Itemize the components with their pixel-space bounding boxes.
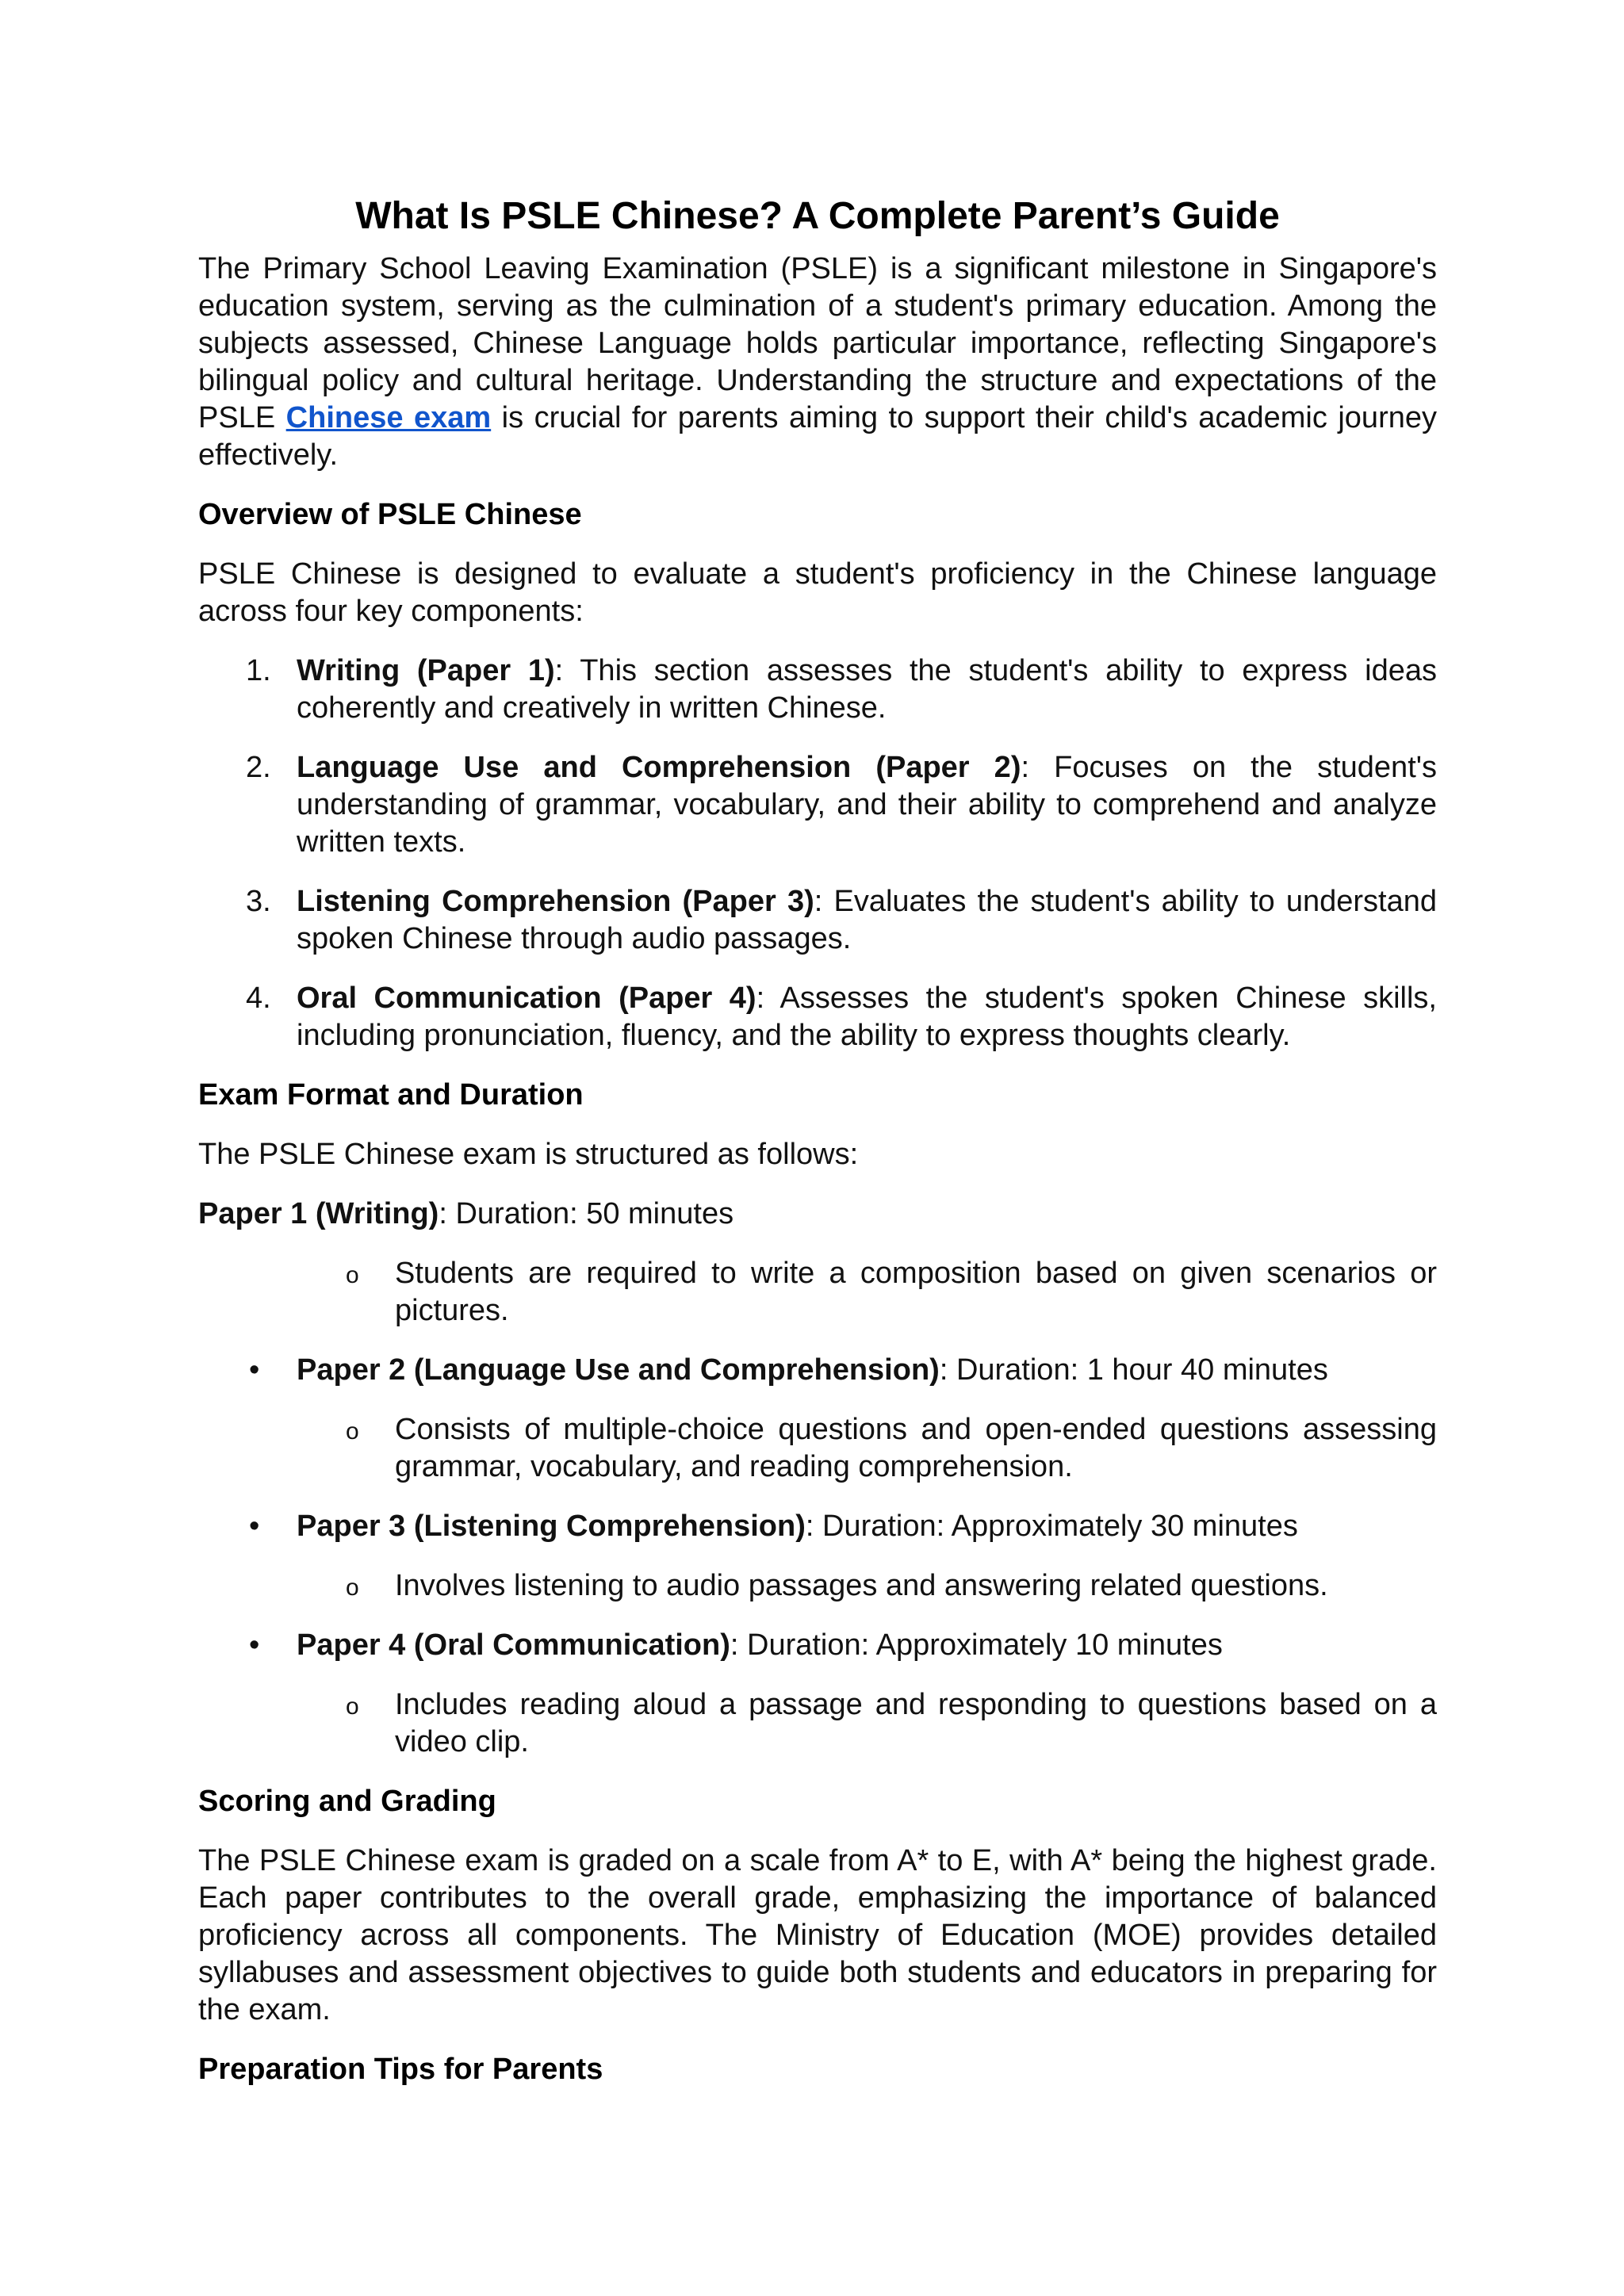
paper4-detail-text: Includes reading aloud a passage and responding to questions based on a video clip. bbox=[395, 1688, 1437, 1758]
paper1-term: Paper 1 (Writing) bbox=[198, 1197, 439, 1230]
overview-heading: Overview of PSLE Chinese bbox=[198, 498, 582, 531]
format-heading: Exam Format and Duration bbox=[198, 1078, 584, 1112]
component-term: Language Use and Comprehension (Paper 2) bbox=[297, 751, 1021, 784]
component-term: Writing (Paper 1) bbox=[297, 654, 555, 687]
list-number: 2. bbox=[246, 751, 271, 784]
paper4-detail bbox=[198, 1686, 1437, 1761]
scoring-heading: Scoring and Grading bbox=[198, 1785, 496, 1818]
list-item bbox=[198, 883, 1437, 958]
chinese-exam-link[interactable]: Chinese exam bbox=[285, 401, 492, 434]
paper1-line bbox=[198, 1196, 1437, 1233]
paper4-line bbox=[198, 1627, 1437, 1664]
paper1-duration: : Duration: 50 minutes bbox=[439, 1197, 734, 1230]
prep-heading: Preparation Tips for Parents bbox=[198, 2053, 603, 2086]
list-number: 1. bbox=[246, 654, 271, 687]
document-page bbox=[198, 193, 1437, 2110]
component-term: Oral Communication (Paper 4) bbox=[297, 982, 756, 1015]
component-term: Listening Comprehension (Paper 3) bbox=[297, 885, 814, 918]
paper3-detail-text: Involves listening to audio passages and answering related questions. bbox=[395, 1569, 1328, 1602]
paper3-duration: : Duration: Approximately 30 minutes bbox=[805, 1510, 1298, 1543]
paper4-term: Paper 4 (Oral Communication) bbox=[297, 1628, 730, 1662]
intro-text-before-link: The Primary School Leaving Examination (PSLE) is a significant milestone in Singapore's education system, serving as the culmination of a student's primary education. Among the subjects assessed, Chinese Language holds particular importance, reflecting Singapore's bilingual policy and cultural heritage. Understanding the structure and expectations of the PSLE bbox=[198, 252, 1437, 434]
overview-lead: PSLE Chinese is designed to evaluate a student's proficiency in the Chinese language across four key components: bbox=[198, 557, 1437, 628]
paper3-term: Paper 3 (Listening Comprehension) bbox=[297, 1510, 806, 1543]
list-number: 4. bbox=[246, 982, 271, 1015]
component-desc: : This section assesses the student's ability to express ideas coherently and creatively in written Chinese. bbox=[297, 654, 1437, 725]
intro-paragraph bbox=[198, 251, 1437, 474]
format-lead: The PSLE Chinese exam is structured as follows: bbox=[198, 1138, 859, 1171]
list-number: 3. bbox=[246, 885, 271, 918]
bullet-icon: • bbox=[249, 1510, 260, 1543]
components-list bbox=[198, 652, 1437, 1054]
list-item bbox=[198, 652, 1437, 727]
paper1-detail-text: Students are required to write a composition based on given scenarios or pictures. bbox=[395, 1257, 1437, 1327]
page-title: What Is PSLE Chinese? A Complete Parent’s Guide bbox=[355, 195, 1280, 237]
component-desc: : Focuses on the student's understanding of grammar, vocabulary, and their ability to comprehend and analyze written texts. bbox=[297, 751, 1438, 859]
circle-bullet-icon: o bbox=[346, 1418, 359, 1445]
paper1-detail bbox=[198, 1255, 1437, 1330]
paper3-detail bbox=[198, 1567, 1437, 1605]
circle-bullet-icon: o bbox=[346, 1575, 359, 1601]
scoring-paragraph: The PSLE Chinese exam is graded on a scale from A* to E, with A* being the highest grade. Each paper contributes to the overall grade, emphasizing the importance of balanced proficiency across all components. The Ministry of Education (MOE) provides detailed syllabuses and assessment objectives to guide both students and educators in preparing for the exam. bbox=[198, 1844, 1437, 2026]
list-item bbox=[198, 749, 1437, 861]
paper2-line bbox=[198, 1352, 1437, 1389]
paper2-duration: : Duration: 1 hour 40 minutes bbox=[939, 1353, 1328, 1387]
circle-bullet-icon: o bbox=[346, 1262, 359, 1288]
component-desc: : Assesses the student's spoken Chinese skills, including pronunciation, fluency, and the ability to express thoughts clearly. bbox=[297, 982, 1437, 1052]
paper4-duration: : Duration: Approximately 10 minutes bbox=[730, 1628, 1223, 1662]
bullet-icon: • bbox=[249, 1628, 260, 1662]
bullet-icon: • bbox=[249, 1353, 260, 1387]
paper3-line bbox=[198, 1508, 1437, 1545]
component-desc: : Evaluates the student's ability to understand spoken Chinese through audio passages. bbox=[297, 885, 1437, 955]
paper2-term: Paper 2 (Language Use and Comprehension) bbox=[297, 1353, 940, 1387]
paper2-detail-text: Consists of multiple-choice questions and open-ended questions assessing grammar, vocabulary, and reading comprehension. bbox=[395, 1413, 1437, 1483]
list-item bbox=[198, 980, 1437, 1054]
paper2-detail bbox=[198, 1411, 1437, 1486]
intro-text-after-link: is crucial for parents aiming to support their child's academic journey effectively. bbox=[198, 401, 1437, 472]
circle-bullet-icon: o bbox=[346, 1693, 359, 1720]
